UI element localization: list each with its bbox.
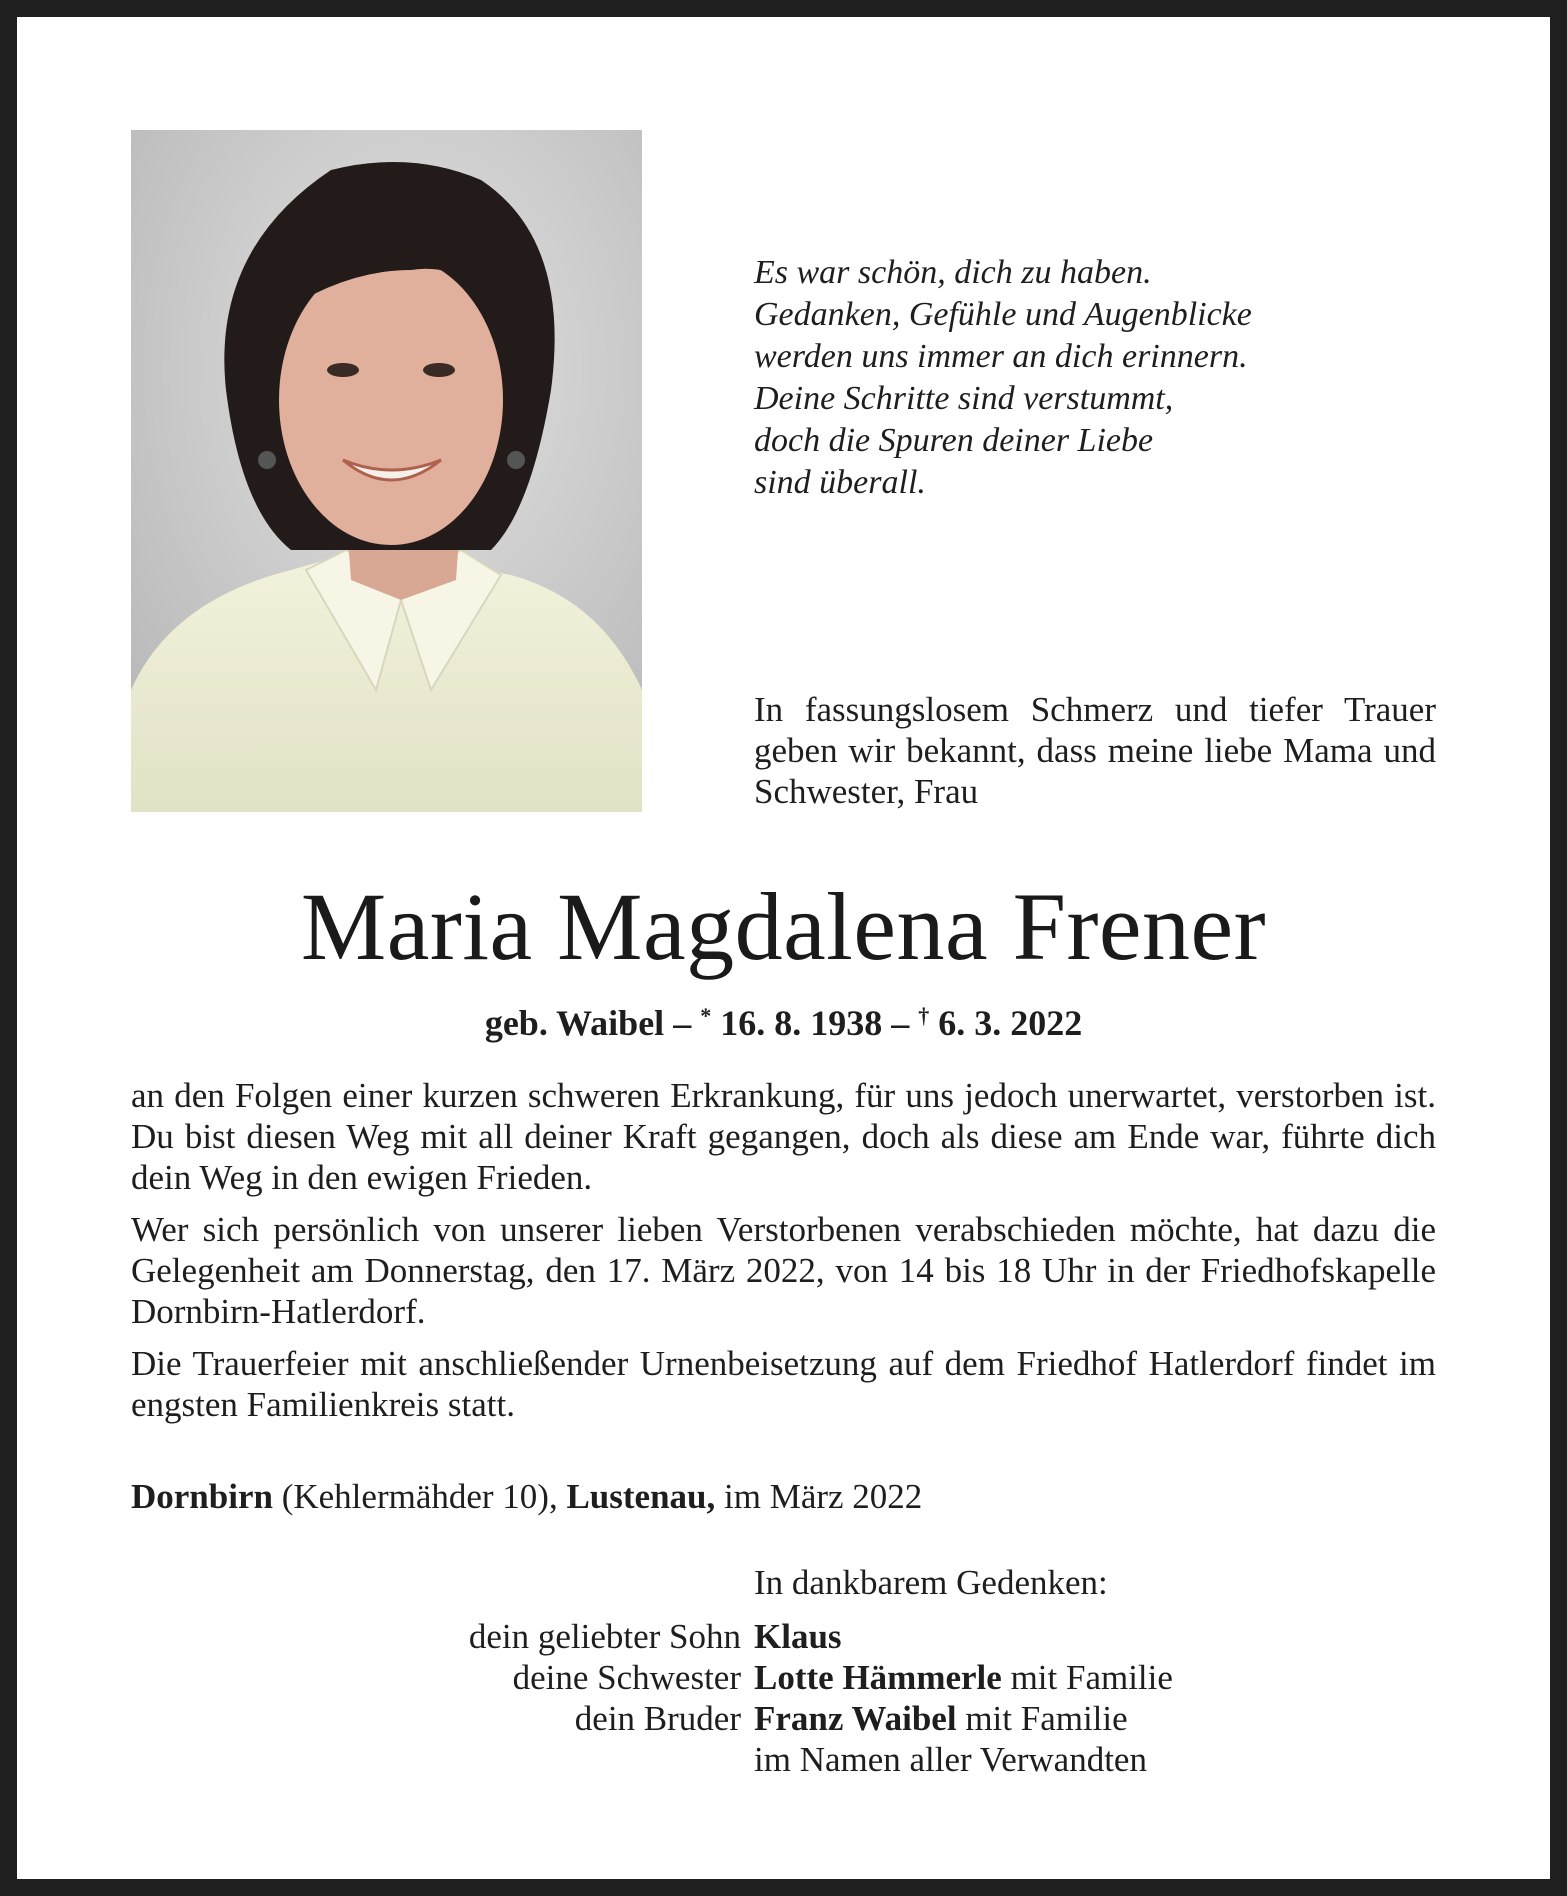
deceased-name: Maria Magdalena Frener <box>300 873 1267 980</box>
relative-role <box>131 1739 754 1780</box>
paragraph: Die Trauerfeier mit anschließender Urnenbeisetzung auf dem Friedhof Hatlerdorf findet im engsten Familienkreis statt. <box>131 1344 1436 1424</box>
paragraph: Wer sich persönlich von unserer lieben Verstorbenen verabschieden möchte, hat dazu die Gelegenheit am Donnerstag, den 17. März 2022, von 14 bis 18 Uhr in der Friedhofskapelle Dornbirn-Hatlerdorf. <box>131 1210 1436 1331</box>
birth-symbol: * <box>700 1003 712 1028</box>
portrait-photo-icon <box>131 130 642 812</box>
poem-line: werden uns immer an dich erinnern. <box>754 338 1248 375</box>
death-date: 6. 3. 2022 <box>929 1003 1083 1043</box>
relative-role: dein geliebter Sohn <box>468 1617 741 1656</box>
relative-name: Lotte Hämmerle <box>754 1658 1002 1697</box>
relative-suffix: mit Familie <box>1001 1658 1173 1697</box>
maiden-name: geb. Waibel <box>484 1003 665 1043</box>
relative-entry <box>754 1698 1436 1739</box>
place-date: im März 2022 <box>715 1477 923 1516</box>
poem-line: Deine Schritte sind verstummt, <box>754 380 1174 417</box>
place-city: Lustenau, <box>566 1477 716 1516</box>
place-and-date <box>131 1476 1436 1517</box>
date-separator: – <box>882 1003 919 1043</box>
life-dates <box>0 994 1567 1045</box>
paragraph: an den Folgen einer kurzen schweren Erkrankung, für uns jedoch unerwartet, verstorben ist. Du bist diesen Weg mit all deiner Kraft gegangen, doch als diese am Ende war, führte dich dein Weg in den ewigen Frieden. <box>131 1076 1436 1197</box>
birth-date: 16. 8. 1938 <box>711 1003 883 1043</box>
relative-entry <box>754 1657 1436 1698</box>
place-city: Dornbirn <box>131 1477 273 1516</box>
list-item <box>131 1657 1436 1698</box>
relative-role: deine Schwester <box>512 1658 741 1697</box>
list-item <box>131 1739 1436 1780</box>
poem-line: doch die Spuren deiner Liebe <box>754 422 1154 459</box>
poem-line: sind überall. <box>754 464 926 501</box>
gedenken-heading: In dankbarem Gedenken: <box>754 1563 1108 1602</box>
poem-line: Es war schön, dich zu haben. <box>754 254 1152 291</box>
relative-suffix: mit Familie <box>956 1699 1128 1738</box>
relative-suffix: im Namen aller Verwandten <box>754 1740 1147 1779</box>
relative-entry <box>754 1739 1436 1780</box>
relative-name: Klaus <box>754 1617 842 1656</box>
relative-name: Franz Waibel <box>754 1699 957 1738</box>
relative-role: dein Bruder <box>574 1699 741 1738</box>
portrait-photo <box>131 130 642 812</box>
relative-entry <box>754 1616 1436 1657</box>
date-separator: – <box>664 1003 701 1043</box>
death-symbol: † <box>918 1003 930 1028</box>
poem <box>754 252 1394 504</box>
intro-text: In fassungslosem Schmerz und tiefer Trauer geben wir bekannt, dass meine liebe Mama und Schwester, Frau <box>754 690 1436 811</box>
relatives-list <box>131 1616 1436 1780</box>
poem-line: Gedanken, Gefühle und Augenblicke <box>754 296 1252 333</box>
body-text <box>131 1075 1436 1436</box>
list-item <box>131 1698 1436 1739</box>
list-item <box>131 1616 1436 1657</box>
place-address: (Kehlermähder 10), <box>272 1477 567 1516</box>
